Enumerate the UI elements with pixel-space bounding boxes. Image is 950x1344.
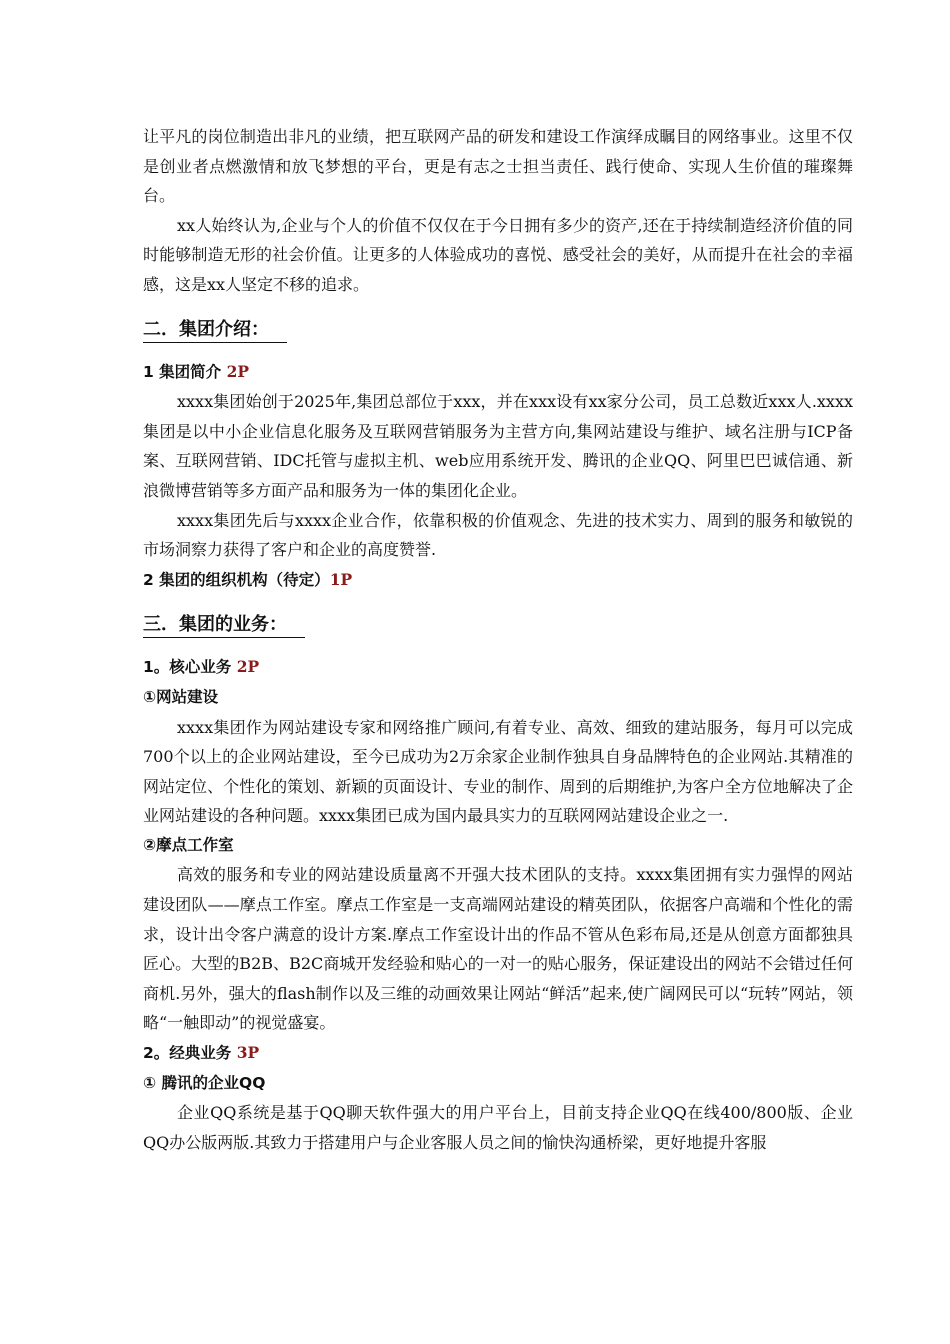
section-2-heading: 二．集团介绍：: [143, 318, 287, 343]
website-building-paragraph: xxxx集团作为网站建设专家和网络推广顾问,有着专业、高效、细致的建站服务，每月可以完成700个以上的企业网站建设，至今已成功为2万余家企业制作独具自身品牌特色的企业网站.其精准的网站定位、个性化的策划、新颖的页面设计、专业的制作、周到的后期维护,为客户全方位地解决了企业网站建设的各种问题。xxxx集团已成为国内最具实力的互联网网站建设企业之一.: [143, 717, 853, 826]
classic-business-heading: [143, 1038, 853, 1069]
group-intro-heading: [143, 357, 853, 388]
document-body: [143, 122, 853, 1157]
intro-paragraph-1: 让平凡的岗位制造出非凡的业绩，把互联网产品的研发和建设工作演绎成瞩目的网络事业。这里不仅是创业者点燃激情和放飞梦想的平台，更是有志之士担当责任、践行使命、实现人生价值的璀璨舞台。: [143, 127, 853, 206]
section-3-heading-wrap: [143, 613, 853, 638]
modian-studio-paragraph: 高效的服务和专业的网站建设质量离不开强大技术团队的支持。xxxx集团拥有实力强悍的网站建设团队——摩点工作室。摩点工作室是一支高端网站建设的精英团队，依据客户高端和个性化的需求，设计出令客户满意的设计方案.摩点工作室设计出的作品不管从色彩布局,还是从创意方面都独具匠心。大型的B2B、B2C商城开发经验和贴心的一对一的贴心服务，保证建设出的网站不会错过任何商机.另外，强大的flash制作以及三维的动画效果让网站“鲜活”起来,使广阔网民可以“玩转”网站，领略“一触即动”的视觉盛宴。: [143, 865, 853, 1033]
core-business-title: 1。核心业务: [143, 658, 237, 677]
website-building-heading: ①网站建设: [143, 687, 219, 706]
core-business-heading: [143, 652, 853, 683]
group-intro-paragraph-2: xxxx集团先后与xxxx企业合作，依靠积极的价值观念、先进的技术实力、周到的服务和敏锐的市场洞察力获得了客户和企业的高度赞誉.: [143, 510, 853, 560]
classic-business-title: 2。经典业务: [143, 1044, 237, 1063]
core-business-pages: 2P: [236, 657, 260, 677]
modian-studio-heading: ②摩点工作室: [143, 835, 234, 854]
enterprise-qq-paragraph: 企业QQ系统是基于QQ聊天软件强大的用户平台上，目前支持企业QQ在线400/800版、企业QQ办公版两版.其致力于搭建用户与企业客服人员之间的愉快沟通桥梁，更好地提升客服: [143, 1103, 853, 1152]
org-structure-heading: [143, 565, 853, 596]
org-structure-pages: 1P: [329, 569, 353, 589]
section-3-heading: 三．集团的业务：: [143, 613, 305, 638]
enterprise-qq-heading: ① 腾讯的企业QQ: [143, 1073, 266, 1092]
group-intro-title: 1 集团简介: [143, 362, 227, 381]
org-structure-title: 2 集团的组织机构（待定）: [143, 570, 330, 589]
section-2-heading-wrap: [143, 318, 853, 343]
group-intro-paragraph-1: xxxx集团始创于2025年,集团总部位于xxx，并在xxx设有xx家分公司，员工总数近xxx人.xxxx集团是以中小企业信息化服务及互联网营销服务为主营方向,集网站建设与维护、域名注册与ICP备案、互联网营销、IDC托管与虚拟主机、web应用系统开发、腾讯的企业QQ、阿里巴巴诚信通、新浪微博营销等多方面产品和服务为一体的集团化企业。: [143, 392, 853, 500]
classic-business-pages: 3P: [236, 1043, 260, 1063]
group-intro-pages: 2P: [226, 361, 250, 381]
intro-paragraph-2: xx人始终认为,企业与个人的价值不仅仅在于今日拥有多少的资产,还在于持续制造经济价值的同时能够制造无形的社会价值。让更多的人体验成功的喜悦、感受社会的美好，从而提升在社会的幸福感，这是xx人坚定不移的追求。: [143, 215, 853, 294]
